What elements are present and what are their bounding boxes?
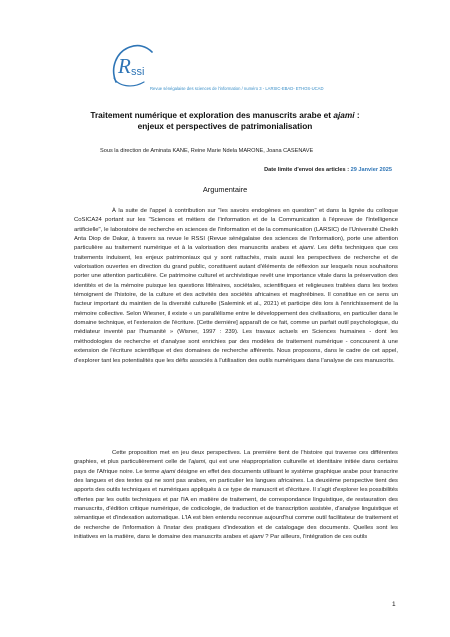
deadline-date: 29 Janvier 2025 (350, 167, 392, 173)
page-number: 1 (392, 601, 396, 608)
paragraph-2-text-a: Cette proposition met en jeu deux perspectives. La première tient de l'histoire qui traverse ces différentes graphies, et plus particulièrement celle de l' (74, 450, 398, 466)
svg-text:ssi: ssi (131, 66, 145, 78)
paragraph-1-italic: ajami (299, 245, 314, 252)
paragraph-2-text-d: ? Par ailleurs, l'intégration de ces outils (263, 534, 368, 541)
paragraph-2-text-b: , qui est une réappropriation culturelle et identitaire initiée dans certains pays de l'Afrique noire. Le terme (74, 459, 399, 475)
journal-subtitle: Revue sénégalaise des sciences de l'information / numéro 3 - LARSIC-EBAD- ETHOS-UCAD (150, 86, 324, 91)
svg-text:R: R (118, 54, 131, 78)
deadline-label: Date limite d'envoi des articles : (264, 167, 351, 173)
document-title (60, 110, 390, 132)
deadline-line (264, 167, 392, 173)
title-prefix: Traitement numérique et exploration des manuscrits arabe et (90, 110, 334, 120)
title-line-1 (60, 110, 390, 121)
rssi-logo-icon (108, 42, 156, 90)
paragraph-2-italic-1: ajami (190, 459, 206, 466)
paragraph-2 (74, 449, 398, 542)
title-line-2: enjeux et perspectives de patrimonialisation (137, 121, 313, 131)
title-italic: ajami (333, 110, 355, 120)
paragraph-2-italic-2: ajami (161, 468, 176, 475)
title-suffix: : (354, 110, 360, 120)
editors-line: Sous la direction de Aminata KANE, Reine Marie Ndela MARONE, Joana CASENAVE (100, 148, 314, 154)
section-heading: Argumentaire (202, 185, 248, 194)
paragraph-1 (74, 207, 398, 366)
paragraph-2-text-c: désigne en effet des documents utilisant le système graphique arabe pour transcrire des langues et des textes qui ne sont pas arabes, en particulier les langues africaines. La deuxième perspective tient des apports des outils techniques et numériques appliqués à ce type de manuscrit et d'écriture. Il s'agit d'explorer les possibilités offertes par les outils techniques et par l'IA en matière de traitement, de correspondance linguistique, de restauration des manuscrits, d'édition critique numérique, de codicologie, de traduction et de transcription assistée, d'analyse linguistique et sémantique et d'indexation automatique. L'IA est bien entendu reconnue aujourd'hui comme outil facilitateur de traitement et de recherche de l'information à l'instar des pratiques d'indexation et de catalogage des documents. Quelles sont les initiatives en la matière, dans le domaine des manuscrits arabes et (74, 468, 398, 541)
paragraph-1-text-b: . Les défis techniques que ces traitements induisent, les enjeux patrimoniaux qui y sont rattachés, mais aussi les perspectives de recherche et de valorisation ouvertes en direction du grand public, constituent autant d'éléments de réflexion sur lesquels nous souhaitons porter une attention particulière. Ce patrimoine culturel et archivistique revêt une importance vitale dans la préservation des identités et de la mémoire puisque les questions littéraires, sociétales, scientifiques et religieuses traitées dans les textes témoignent de l'histoire, de la culture et des activités des sociétés africaines et maghrébines. Il constitue en ce sens un facteur important du maintien de la diversité culturelle (Salemink et al., 2021) et participe dès lors à l'enrichissement de la mémoire collective. Selon Wiesner, il existe « un parallélisme entre le développement des civilisations, en particulier dans le domaine technique, et l'extension de l'écriture. [Cette dernière] apparaît de ce fait, comme un parfait outil psychologique, du médiateur inventé par l'humanité » (Wisner, 1997 : 239). Les travaux actuels en Sciences humaines - dont les méthodologies de recherche et d'analyse sont enrichies par des modèles de traitement numérique - concourent à une extension de l'écriture scientifique et des domaines de recherche afférents. Nous proposons, dans le cadre de cet appel, d'explorer tant les potentialités que les défis associés à l'utilisation des outils numériques dans l'analyse de ces manuscrits. (74, 245, 398, 364)
paragraph-2-italic-3: ajami (249, 534, 264, 541)
journal-logo (108, 42, 156, 90)
paragraph-1-text-a: À la suite de l'appel à contribution sur "les savoirs endogènes en question" et dans la lignée du colloque CoSICA24 portant sur les "Sciences et métiers de l'information et de la Communication à l'épreuve de l'Intelligence artificielle", le laboratoire de recherche en sciences de l'information et de la communication (LARSIC) de l'Université Cheikh Anta Diop de Dakar, à travers sa revue le RSSI (Revue sénégalaise des sciences de l'information), porte une attention particulière au traitement numérique et à la valorisation des manuscrits arabes et (74, 208, 398, 252)
